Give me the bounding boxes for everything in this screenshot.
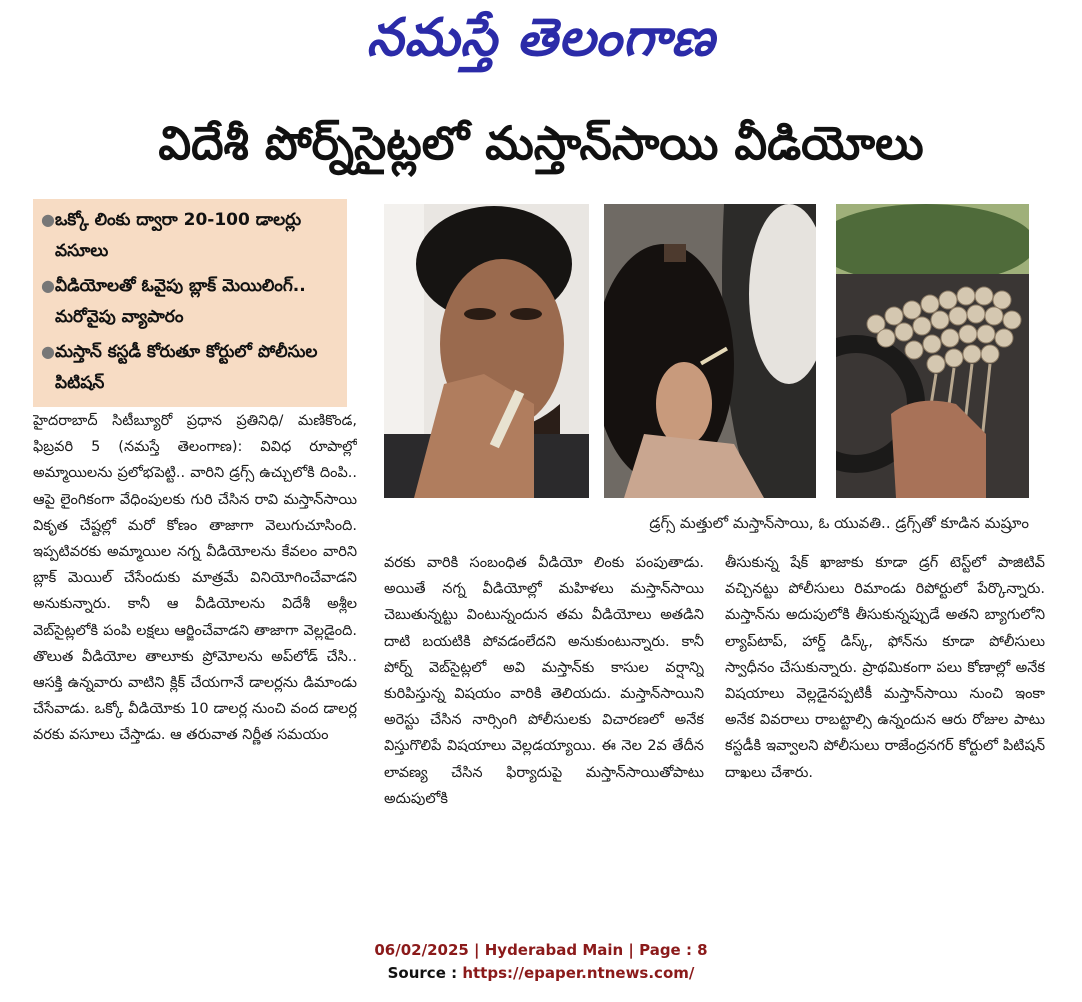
photo-caption: డ్రగ్స్ మత్తులో మస్తాన్‌సాయి, ఓ యువతి.. డ్రగ్స్‌తో కూడిన మష్రూం [649,514,1029,532]
photo-young-woman [604,204,816,498]
photo-man-smoking-image [384,204,589,498]
photo-man-smoking [384,204,589,498]
highlights-box [33,199,347,407]
bullet-icon: ● [41,276,55,295]
photo-mushrooms [836,204,1029,498]
highlight-text: వీడియోలతో ఓవైపు బ్లాక్ మెయిలింగ్.. మరోవైపు వ్యాపారం [55,276,306,327]
footer-date-line: 06/02/2025 | Hyderabad Main | Page : 8 [374,941,708,959]
headline: విదేశీ పోర్న్‌సైట్లలో మస్తాన్‌సాయి వీడియోలు [158,116,924,170]
highlight-text: ఒక్కో లింకు ద్వారా 20-100 డాలర్లు వసూలు [55,210,302,261]
article-column-1 [33,408,357,864]
source-label: Source : [387,964,463,982]
masthead-logo: నమస్తే తెలంగాణ [366,7,716,68]
article-text: హైదరాబాద్ సిటీబ్యూరో ప్రధాన ప్రతినిధి/ మణికొండ, ఫిబ్రవరి 5 (నమస్తే తెలంగాణ): వివిధ రూపాల్లో అమ్మాయిలను ప్రలోభపెట్టి.. వారిని డ్రగ్స్ ఉచ్చులోకి దింపి.. ఆపై లైంగికంగా వేధింపులకు గురి చేసిన రావి మస్తాన్‌సాయి వికృత చేష్టల్లో మరో కోణం తాజాగా వెలుగుచూసింది. ఇప్పటివరకు అమ్మాయిల నగ్న వీడియోలను కేవలం వారిని బ్లాక్ మెయిల్ చేసేందుకు మాత్రమే వినియోగించేవాడని అనుకున్నారు. కానీ ఆ వీడియోలను విదేశీ అశ్లీల వెబ్‌సైట్లలోకి పంపి లక్షలు ఆర్జించేవాడని తాజాగా వెల్లడైంది. తొలుత వీడియోల తాలూకు ప్రోమోలను అప్‌లోడ్ చేసి.. ఆసక్తి ఉన్నవారు వాటిని క్లిక్ చేయగానే డాలర్లను డిమాండు చేసేవాడు. ఒక్కో వీడియోకు 10 డాలర్ల నుంచి వంద డాలర్ల వరకు వసూలు చేస్తాడు. ఆ తరువాత నిర్ణీత సమయం [33,413,357,744]
bullet-icon: ● [41,210,55,229]
article-column-2 [384,550,704,864]
highlight-item [41,271,337,333]
photo-young-woman-image [604,204,816,498]
highlight-item [41,337,337,399]
highlight-item [41,205,337,267]
article-text: వరకు వారికి సంబంధిత వీడియో లింకు పంపుతాడు. అయితే నగ్న వీడియోల్లో మహిళలు మస్తాన్‌సాయి చెబుతున్నట్టు వింటున్నందున తమ వీడియోలు అతడిని దాటి బయటికి పోవడంలేదని అనుకుంటున్నారు. కానీ పోర్న్ వెబ్‌సైట్లలో అవి మస్తాన్‌కు కాసుల వర్షాన్ని కురిపిస్తున్న విషయం వారికి తెలియదు. మస్తాన్‌సాయిని అరెస్టు చేసిన నార్సింగి పోలీసులకు విచారణలో అనేక విస్తుగొలిపే విషయాలు వెల్లడయ్యాయి. ఈ నెల 2వ తేదీన లావణ్య చేసిన ఫిర్యాదుపై మస్తాన్‌సాయితోపాటు అదుపులోకి [384,555,704,807]
source-link[interactable]: https://epaper.ntnews.com/ [462,964,695,982]
footer-source [0,961,1082,985]
article-column-3 [725,550,1045,864]
article-text: తీసుకున్న షేక్ ఖాజాకు కూడా డ్రగ్ టెస్ట్‌లో పాజిటివ్ వచ్చినట్టు పోలీసులు రిమాండు రిపోర్టులో పేర్కొన్నారు. మస్తాన్‌ను అదుపులోకి తీసుకున్నప్పుడే అతని బ్యాగులోని ల్యాప్‌టాప్, హార్డ్ డిస్క్, ఫోన్‌ను కూడా పోలీసులు స్వాధీనం చేసుకున్నారు. ప్రాథమికంగా పలు కోణాల్లో అనేక విషయాలు వెల్లడైనప్పటికీ మస్తాన్‌సాయి నుంచి ఇంకా అనేక వివరాలు రాబట్టాల్సి ఉన్నందున ఆరు రోజుల పాటు కస్టడీకి ఇవ్వాలని పోలీసులు రాజేంద్రనగర్ కోర్టులో పిటిషన్ దాఖలు చేశారు. [725,555,1045,781]
photo-mushrooms-image [836,204,1029,498]
highlight-text: మస్తాన్ కస్టడీ కోరుతూ కోర్టులో పోలీసుల పిటిషన్ [55,342,318,393]
bullet-icon: ● [41,342,55,361]
